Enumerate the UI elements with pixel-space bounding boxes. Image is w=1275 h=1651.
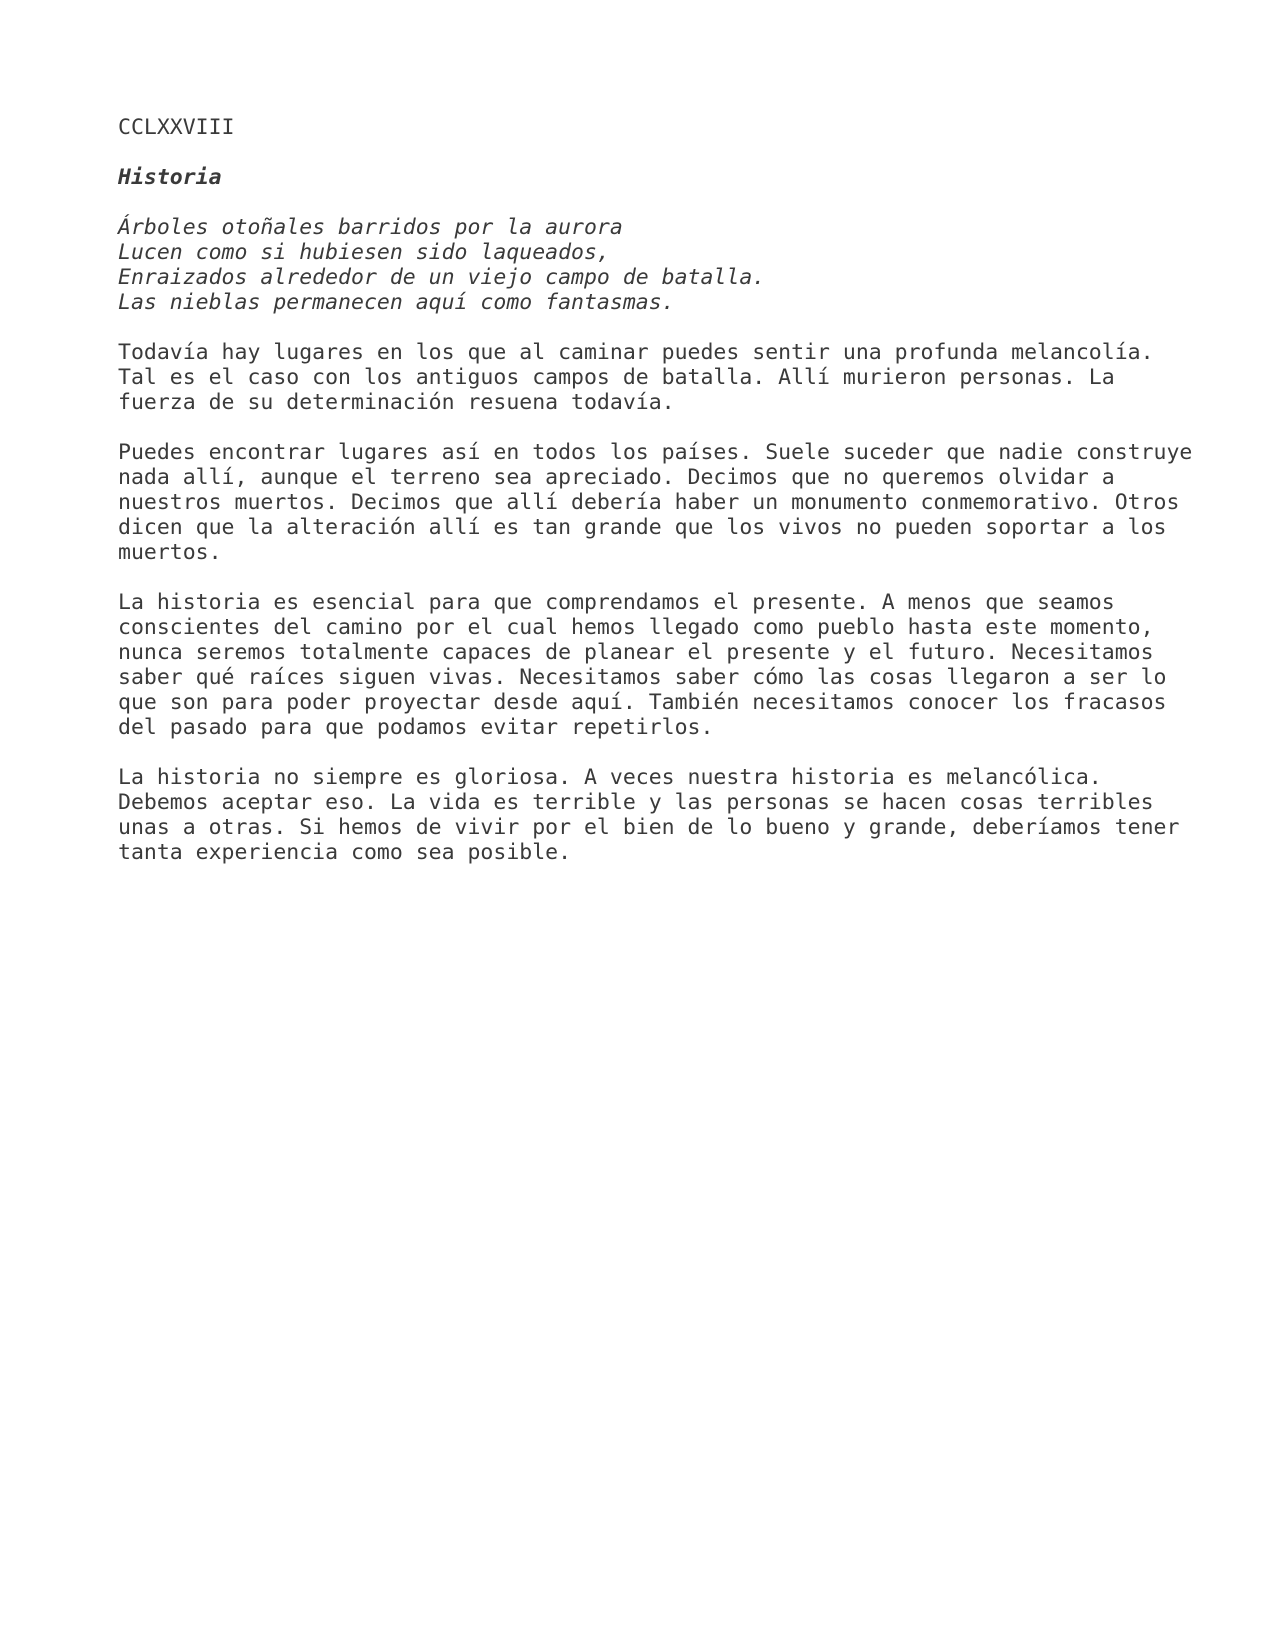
poem-line: Lucen como si hubiesen sido laqueados, xyxy=(118,240,610,265)
paragraph-line: fuerza de su determinación resuena todavía. xyxy=(118,390,675,415)
paragraph-line: Todavía hay lugares en los que al caminar puedes sentir una profunda melancolía. xyxy=(118,340,1154,365)
paragraph-line: La historia es esencial para que comprendamos el presente. A menos que seamos xyxy=(118,590,1115,615)
paragraph-line: saber qué raíces siguen vivas. Necesitamos saber cómo las cosas llegaron a ser lo xyxy=(118,665,1167,690)
paragraph-4 xyxy=(118,765,1218,865)
document-page xyxy=(118,115,1218,890)
poem-line: Las nieblas permanecen aquí como fantasmas. xyxy=(118,290,675,315)
paragraph-line: La historia no siempre es gloriosa. A veces nuestra historia es melancólica. xyxy=(118,765,1102,790)
paragraph-line: que son para poder proyectar desde aquí. También necesitamos conocer los fracasos xyxy=(118,690,1167,715)
paragraph-line: nunca seremos totalmente capaces de planear el presente y el futuro. Necesitamos xyxy=(118,640,1154,665)
paragraph-line: dicen que la alteración allí es tan grande que los vivos no pueden soportar a los xyxy=(118,515,1167,540)
paragraph-line: Puedes encontrar lugares así en todos los países. Suele suceder que nadie construye xyxy=(118,440,1193,465)
paragraph-line: Debemos aceptar eso. La vida es terrible y las personas se hacen cosas terribles xyxy=(118,790,1154,815)
page-title: Historia xyxy=(118,165,222,190)
paragraph-line: conscientes del camino por el cual hemos llegado como pueblo hasta este momento, xyxy=(118,615,1154,640)
paragraph-3 xyxy=(118,590,1218,740)
poem xyxy=(118,215,1218,315)
paragraph-1 xyxy=(118,340,1218,415)
paragraph-line: tanta experiencia como sea posible. xyxy=(118,840,572,865)
paragraph-line: del pasado para que podamos evitar repetirlos. xyxy=(118,715,714,740)
paragraph-line: muertos. xyxy=(118,540,222,565)
paragraph-line: Tal es el caso con los antiguos campos de batalla. Allí murieron personas. La xyxy=(118,365,1115,390)
paragraph-line: nuestros muertos. Decimos que allí debería haber un monumento conmemorativo. Otros xyxy=(118,490,1180,515)
paragraph-line: nada allí, aunque el terreno sea apreciado. Decimos que no queremos olvidar a xyxy=(118,465,1115,490)
paragraph-2 xyxy=(118,440,1218,565)
poem-line: Enraizados alrededor de un viejo campo de batalla. xyxy=(118,265,766,290)
poem-line: Árboles otoñales barridos por la aurora xyxy=(118,215,623,240)
paragraph-line: unas a otras. Si hemos de vivir por el bien de lo bueno y grande, deberíamos tener xyxy=(118,815,1180,840)
chapter-number: CCLXXVIII xyxy=(118,115,235,140)
